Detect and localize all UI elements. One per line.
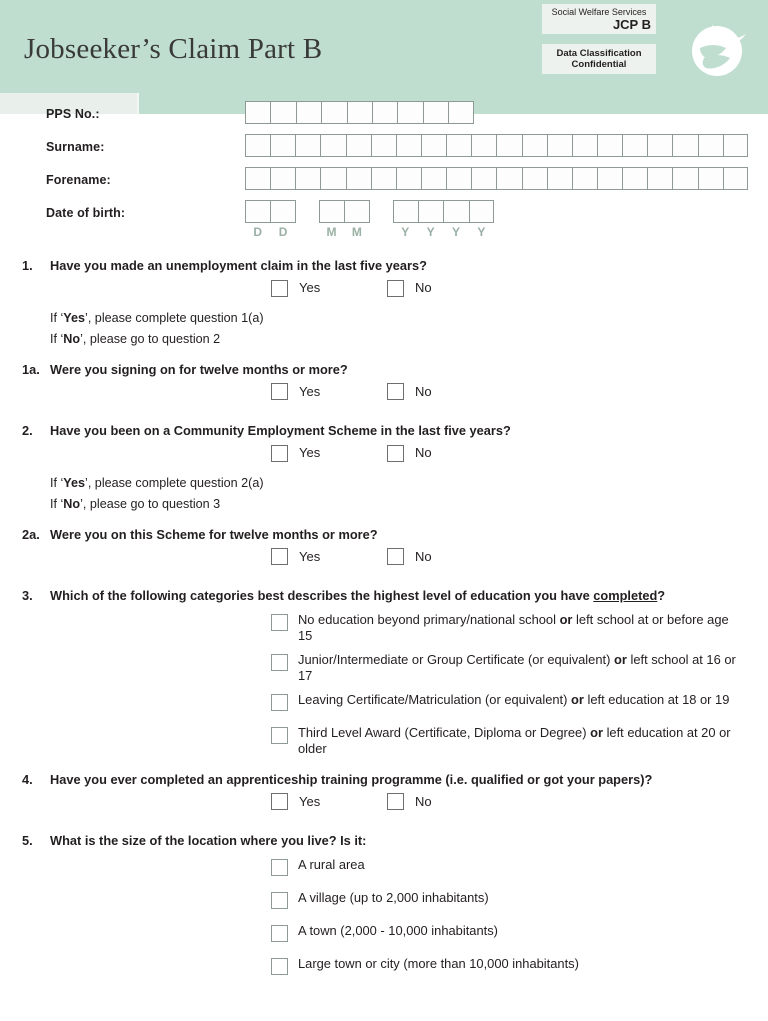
choice-emphasis: or [613, 651, 627, 667]
char-cell[interactable] [270, 134, 295, 157]
checkbox-yes[interactable] [271, 548, 288, 565]
checkbox-no[interactable] [387, 793, 404, 810]
checkbox-yes[interactable] [271, 280, 288, 297]
dob-legend-letter: Y [477, 225, 486, 239]
char-cell[interactable] [496, 167, 521, 190]
choice-option-2[interactable] [24, 890, 768, 916]
char-cell[interactable] [469, 200, 494, 223]
char-cell[interactable] [346, 167, 371, 190]
hint-emphasis: Yes [63, 310, 86, 325]
yes-no-row [24, 280, 768, 306]
question-number: 2a. [22, 526, 40, 542]
char-cell[interactable] [572, 167, 597, 190]
char-cell[interactable] [372, 101, 397, 124]
page-header [0, 0, 768, 93]
hint-emphasis: No [63, 496, 81, 511]
checkbox-option-2[interactable] [271, 654, 288, 671]
choice-label: A town (2,000 - 10,000 inhabitants) [298, 922, 498, 938]
questions-area [0, 258, 768, 982]
dob-legend-letter: D [278, 225, 288, 239]
char-cell[interactable] [319, 200, 344, 223]
surname-input[interactable] [245, 134, 748, 157]
pps-label: PPS No.: [46, 107, 100, 121]
question-hint: If ‘No’, please go to question 3 [50, 496, 221, 511]
question-text: Have you been on a Community Employment Scheme in the last five years? [50, 423, 511, 438]
option-label: Yes [299, 383, 321, 399]
char-cell[interactable] [522, 134, 547, 157]
agency-name: Social Welfare Services [551, 7, 647, 17]
choice-label: Third Level Award (Certificate, Diploma or Degree) or left education at 20 or older [298, 724, 731, 756]
checkbox-no[interactable] [387, 445, 404, 462]
char-cell[interactable] [446, 134, 471, 157]
char-cell[interactable] [547, 167, 572, 190]
option-yes-q0[interactable] [271, 280, 320, 297]
option-label: No [415, 280, 432, 295]
question-3 [0, 588, 768, 758]
dob-legend-letter: Y [401, 225, 410, 239]
char-cell[interactable] [622, 134, 647, 157]
char-cell[interactable] [396, 134, 421, 157]
dob-legend-letter: M [351, 225, 362, 239]
char-cell[interactable] [320, 167, 345, 190]
question-2 [0, 423, 768, 513]
char-cell[interactable] [296, 101, 321, 124]
question-text: Have you made an unemployment claim in the last five years? [50, 258, 427, 273]
choice-option-2[interactable] [24, 652, 768, 685]
checkbox-option-3[interactable] [271, 694, 288, 711]
dob-year-segment[interactable] [393, 200, 495, 223]
choice-option-3[interactable] [24, 923, 768, 949]
char-cell[interactable] [347, 101, 372, 124]
char-cell[interactable] [371, 167, 396, 190]
question-number: 4. [22, 771, 33, 787]
field-row-surname [0, 134, 768, 167]
char-cell[interactable] [698, 167, 723, 190]
data-classification-stamp [542, 44, 656, 74]
option-no-q1[interactable] [387, 383, 432, 400]
pps-input[interactable] [245, 101, 474, 124]
option-no-q3[interactable] [387, 548, 432, 565]
checkbox-option-2[interactable] [271, 892, 288, 909]
char-cell[interactable] [597, 134, 622, 157]
char-cell[interactable] [321, 101, 346, 124]
char-cell[interactable] [547, 134, 572, 157]
option-label: Yes [299, 445, 321, 460]
question-hint: If ‘Yes’, please complete question 2(a) [50, 475, 264, 490]
char-cell[interactable] [471, 134, 496, 157]
option-yes-q2[interactable] [271, 445, 320, 462]
char-cell[interactable] [371, 134, 396, 157]
option-label: Yes [299, 280, 321, 295]
hint-emphasis: No [63, 331, 81, 346]
char-cell[interactable] [446, 167, 471, 190]
option-label: No [415, 793, 432, 809]
field-row-pps [0, 101, 768, 134]
char-cell[interactable] [723, 134, 748, 157]
question-number: 2. [22, 423, 33, 438]
choice-option-4[interactable] [24, 725, 768, 758]
char-cell[interactable] [448, 101, 473, 124]
char-cell[interactable] [622, 167, 647, 190]
choice-option-1[interactable] [24, 612, 768, 645]
char-cell[interactable] [270, 101, 295, 124]
question-number: 1a. [22, 361, 40, 377]
identity-fields [0, 101, 768, 244]
choice-list [24, 612, 768, 758]
choice-label: A village (up to 2,000 inhabitants) [298, 889, 489, 905]
question-text: Have you ever completed an apprenticeship training programme (i.e. qualified or got your papers)? [50, 771, 653, 787]
dob-legend-letter: M [326, 225, 337, 239]
forename-label: Forename: [46, 173, 111, 187]
char-cell[interactable] [698, 134, 723, 157]
option-label: Yes [299, 548, 321, 564]
question-number: 1. [22, 258, 33, 273]
char-cell[interactable] [320, 134, 345, 157]
char-cell[interactable] [270, 200, 295, 223]
char-cell[interactable] [418, 200, 443, 223]
char-cell[interactable] [522, 167, 547, 190]
char-cell[interactable] [245, 134, 270, 157]
agency-code: JCP B [612, 17, 651, 32]
yes-no-row [24, 793, 768, 819]
char-cell[interactable] [270, 167, 295, 190]
char-cell[interactable] [647, 167, 672, 190]
choice-option-1[interactable] [24, 857, 768, 883]
char-cell[interactable] [393, 200, 418, 223]
char-cell[interactable] [443, 200, 468, 223]
char-cell[interactable] [295, 134, 320, 157]
char-cell[interactable] [496, 134, 521, 157]
agency-stamp [542, 4, 656, 34]
question-text: What is the size of the location where you live? Is it: [50, 833, 367, 848]
field-row-dob [0, 200, 768, 244]
char-cell[interactable] [346, 134, 371, 157]
dob-month-segment[interactable] [319, 200, 370, 223]
checkbox-no[interactable] [387, 548, 404, 565]
char-cell[interactable] [245, 167, 270, 190]
char-cell[interactable] [396, 167, 421, 190]
field-row-forename [0, 167, 768, 200]
spacer [370, 200, 393, 223]
question-number: 5. [22, 833, 33, 848]
spacer [370, 225, 393, 239]
char-cell[interactable] [421, 167, 446, 190]
char-cell[interactable] [471, 167, 496, 190]
choice-label: No education beyond primary/national school or left school at or before age 15 [298, 611, 729, 643]
char-cell[interactable] [245, 200, 270, 223]
char-cell[interactable] [421, 134, 446, 157]
choice-option-4[interactable] [24, 956, 768, 982]
yes-no-row [24, 548, 768, 574]
checkbox-no[interactable] [387, 280, 404, 297]
char-cell[interactable] [245, 101, 270, 124]
forename-input[interactable] [245, 167, 748, 190]
question-1a [0, 362, 768, 410]
yes-no-row [24, 383, 768, 409]
question-4 [0, 772, 768, 820]
checkbox-yes[interactable] [271, 445, 288, 462]
option-yes-q5[interactable] [271, 793, 320, 810]
dob-day-segment[interactable] [245, 200, 296, 223]
dob-legend-letter: Y [426, 225, 435, 239]
question-hint: If ‘Yes’, please complete question 1(a) [50, 310, 264, 325]
choice-label: Large town or city (more than 10,000 inhabitants) [298, 955, 579, 971]
checkbox-yes[interactable] [271, 383, 288, 400]
dob-legend [245, 225, 494, 239]
classification-label: Data Classification [556, 48, 642, 59]
option-yes-q3[interactable] [271, 548, 320, 565]
checkbox-no[interactable] [387, 383, 404, 400]
option-yes-q1[interactable] [271, 383, 320, 400]
yes-no-row [24, 445, 768, 471]
question-text: Were you signing on for twelve months or more? [50, 361, 348, 377]
char-cell[interactable] [572, 134, 597, 157]
question-text: Which of the following categories best describes the highest level of education you have completed? [50, 588, 666, 603]
option-label: No [415, 445, 432, 460]
char-cell[interactable] [597, 167, 622, 190]
question-2a [0, 527, 768, 575]
choice-label: Junior/Intermediate or Group Certificate (or equivalent) or left school at 16 or 17 [298, 651, 736, 683]
char-cell[interactable] [344, 200, 369, 223]
question-text: Were you on this Scheme for twelve months or more? [50, 526, 378, 542]
checkbox-option-4[interactable] [271, 727, 288, 744]
dob-input[interactable] [245, 200, 494, 223]
choice-label: A rural area [298, 856, 365, 872]
spacer [296, 200, 319, 223]
page-title: Jobseeker’s Claim Part B [24, 33, 323, 65]
checkbox-option-3[interactable] [271, 925, 288, 942]
question-5 [0, 833, 768, 982]
char-cell[interactable] [423, 101, 448, 124]
char-cell[interactable] [397, 101, 422, 124]
checkbox-option-1[interactable] [271, 614, 288, 631]
choice-emphasis: or [570, 691, 584, 707]
hint-emphasis: Yes [63, 475, 86, 490]
option-no-q5[interactable] [387, 793, 432, 810]
option-no-q2[interactable] [387, 445, 432, 462]
choice-emphasis: or [590, 724, 603, 740]
option-label: No [415, 383, 432, 399]
department-bird-emblem-icon [688, 18, 750, 80]
dob-legend-letter: D [253, 225, 263, 239]
checkbox-option-4[interactable] [271, 958, 288, 975]
classification-value: Confidential [571, 59, 627, 70]
char-cell[interactable] [672, 167, 697, 190]
surname-label: Surname: [46, 140, 105, 154]
option-no-q0[interactable] [387, 280, 432, 297]
checkbox-yes[interactable] [271, 793, 288, 810]
question-emphasis: completed [593, 588, 658, 603]
checkbox-option-1[interactable] [271, 859, 288, 876]
spacer [296, 225, 319, 239]
option-label: No [415, 548, 432, 564]
question-1 [0, 258, 768, 348]
choice-label: Leaving Certificate/Matriculation (or equivalent) or left education at 18 or 19 [298, 691, 730, 707]
option-label: Yes [299, 793, 321, 809]
dob-label: Date of birth: [46, 206, 126, 220]
choice-emphasis: or [559, 611, 573, 627]
question-number: 3. [22, 588, 33, 603]
char-cell[interactable] [672, 134, 697, 157]
question-hint: If ‘No’, please go to question 2 [50, 331, 221, 346]
char-cell[interactable] [647, 134, 672, 157]
choice-option-3[interactable] [24, 692, 768, 718]
char-cell[interactable] [295, 167, 320, 190]
char-cell[interactable] [723, 167, 748, 190]
choice-list [24, 857, 768, 982]
dob-legend-letter: Y [452, 225, 461, 239]
